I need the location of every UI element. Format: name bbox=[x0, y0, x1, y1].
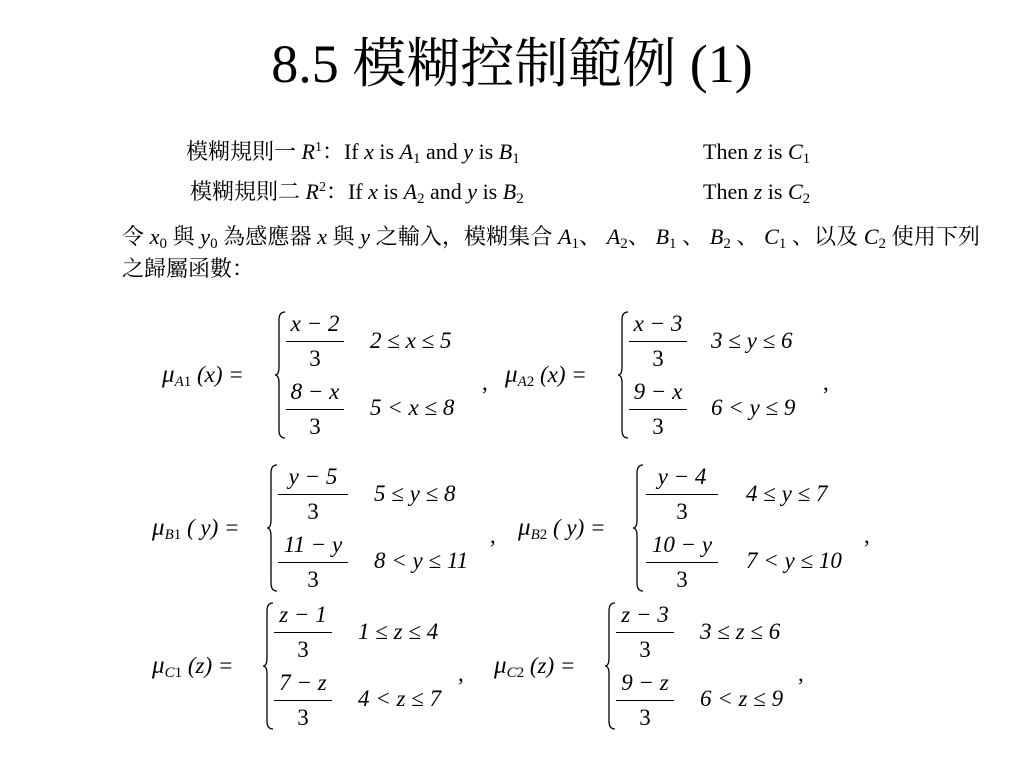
rule-index: 2 bbox=[318, 180, 326, 195]
condition-1: 3 ≤ y ≤ 6 bbox=[711, 328, 793, 353]
description-paragraph bbox=[122, 221, 980, 285]
and-word: and bbox=[420, 139, 464, 164]
mu-symbol: μ bbox=[152, 514, 165, 541]
comma: , bbox=[458, 661, 464, 686]
denominator: 3 bbox=[676, 499, 688, 524]
mf-lhs bbox=[152, 651, 233, 681]
set-c2: C bbox=[863, 224, 879, 249]
left-brace-icon bbox=[617, 310, 629, 440]
condition-2: 7 < y ≤ 10 bbox=[746, 548, 842, 573]
condition-1: 4 ≤ y ≤ 7 bbox=[746, 481, 828, 506]
membership-function-a1 bbox=[162, 310, 492, 440]
set-index: 2 bbox=[539, 527, 548, 543]
set-b2: B bbox=[709, 224, 724, 249]
denominator: 3 bbox=[297, 637, 309, 662]
separator: 、 bbox=[730, 224, 765, 249]
set-c-sub: 1 bbox=[802, 151, 811, 167]
comma: , bbox=[490, 523, 496, 548]
sub: 2 bbox=[723, 236, 731, 252]
fuzzy-rule-2 bbox=[190, 177, 524, 207]
var-x: x bbox=[364, 139, 374, 164]
left-brace-icon bbox=[262, 601, 274, 731]
numerator: 7 − z bbox=[279, 670, 327, 695]
mf-lhs bbox=[505, 360, 587, 390]
rule-index: 1 bbox=[314, 140, 322, 155]
set-name: B bbox=[530, 527, 540, 543]
denominator: 3 bbox=[652, 414, 664, 439]
mf-lhs bbox=[518, 513, 606, 543]
mf-argument: (x) = bbox=[196, 362, 244, 387]
denominator: 3 bbox=[639, 705, 651, 730]
text: 、以及 bbox=[786, 224, 864, 249]
fraction-bar bbox=[286, 409, 344, 410]
left-brace-icon bbox=[266, 463, 278, 593]
is-word: is bbox=[477, 179, 503, 204]
mu-symbol: μ bbox=[152, 652, 165, 679]
text: 令 bbox=[122, 224, 150, 249]
mu-symbol: μ bbox=[505, 361, 518, 388]
mu-symbol: μ bbox=[518, 514, 531, 541]
var-y0: y bbox=[200, 224, 211, 249]
set-index: 2 bbox=[526, 374, 535, 390]
numerator: 9 − x bbox=[633, 379, 683, 404]
fuzzy-rule-1 bbox=[186, 137, 520, 167]
separator: 、 bbox=[676, 224, 710, 249]
condition-1: 2 ≤ x ≤ 5 bbox=[370, 328, 452, 353]
numerator: x − 3 bbox=[633, 311, 683, 336]
condition-1: 1 ≤ z ≤ 4 bbox=[358, 619, 439, 644]
set-a: A bbox=[403, 179, 418, 204]
sub: 2 bbox=[620, 236, 628, 252]
text: 與 bbox=[326, 224, 361, 249]
left-brace-icon bbox=[604, 601, 616, 731]
then-keyword: Then bbox=[703, 139, 754, 164]
fraction-bar bbox=[274, 700, 332, 701]
text: 為感應器 bbox=[217, 224, 318, 249]
fraction-bar bbox=[278, 494, 348, 495]
var-y: y bbox=[360, 224, 371, 249]
numerator: 10 − y bbox=[651, 532, 713, 557]
numerator: 11 − y bbox=[283, 532, 343, 557]
numerator: x − 2 bbox=[290, 311, 340, 336]
fraction-1 bbox=[286, 310, 344, 373]
set-index: 2 bbox=[516, 665, 525, 681]
var-x: x bbox=[368, 179, 378, 204]
fraction-bar bbox=[286, 341, 344, 342]
set-index: 1 bbox=[173, 527, 182, 543]
fraction-bar bbox=[629, 409, 687, 410]
set-name: C bbox=[164, 665, 175, 681]
set-a1: A bbox=[558, 224, 572, 249]
condition-1: 5 ≤ y ≤ 8 bbox=[374, 481, 456, 506]
set-a2: A bbox=[606, 224, 621, 249]
set-b: B bbox=[498, 139, 513, 164]
separator: 、 bbox=[627, 224, 656, 249]
rule-prefix: 模糊規則一 bbox=[186, 139, 302, 164]
fraction-1 bbox=[278, 463, 348, 526]
fraction-2 bbox=[616, 669, 674, 732]
numerator: y − 4 bbox=[657, 464, 707, 489]
denominator: 3 bbox=[639, 637, 651, 662]
condition-2: 6 < z ≤ 9 bbox=[700, 686, 784, 711]
fraction-1 bbox=[616, 601, 674, 664]
mu-symbol: μ bbox=[494, 652, 507, 679]
set-c1: C bbox=[764, 224, 779, 249]
comma: , bbox=[798, 661, 804, 686]
numerator: 9 − z bbox=[621, 670, 669, 695]
is-word: is bbox=[473, 139, 499, 164]
set-index: 1 bbox=[183, 374, 192, 390]
var-y: y bbox=[463, 139, 474, 164]
then-keyword: Then bbox=[703, 179, 754, 204]
rule-1-consequent bbox=[703, 137, 810, 167]
fraction-1 bbox=[274, 601, 332, 664]
set-c: C bbox=[787, 179, 803, 204]
fraction-bar bbox=[274, 632, 332, 633]
set-name: A bbox=[517, 374, 527, 390]
membership-function-c2 bbox=[494, 601, 824, 731]
denominator: 3 bbox=[297, 705, 309, 730]
denominator: 3 bbox=[307, 567, 319, 592]
rule-prefix: 模糊規則二 bbox=[190, 179, 306, 204]
set-a: A bbox=[399, 139, 414, 164]
condition-2: 8 < y ≤ 11 bbox=[374, 548, 469, 573]
if-keyword: ：If bbox=[325, 179, 369, 204]
membership-function-b2 bbox=[518, 463, 878, 593]
fraction-2 bbox=[278, 531, 348, 594]
page-title: 8.5 模糊控制範例 (1) bbox=[271, 34, 753, 94]
fraction-2 bbox=[286, 378, 344, 441]
is-word: is bbox=[762, 179, 788, 204]
mf-argument: (x) = bbox=[539, 362, 587, 387]
comma: , bbox=[864, 523, 870, 548]
numerator: 8 − x bbox=[290, 379, 340, 404]
denominator: 3 bbox=[652, 346, 664, 371]
rule-symbol: R bbox=[305, 179, 319, 204]
membership-function-b1 bbox=[152, 463, 502, 593]
condition-2: 5 < x ≤ 8 bbox=[370, 395, 455, 420]
set-b: B bbox=[502, 179, 517, 204]
mf-lhs bbox=[494, 651, 575, 681]
sub: 2 bbox=[878, 236, 887, 252]
mf-argument: (z) = bbox=[529, 653, 576, 678]
var-z: z bbox=[753, 139, 763, 164]
fraction-1 bbox=[646, 463, 718, 526]
membership-function-c1 bbox=[152, 601, 482, 731]
fraction-1 bbox=[629, 310, 687, 373]
mf-lhs bbox=[152, 513, 240, 543]
is-word: is bbox=[762, 139, 788, 164]
separator: 、 bbox=[579, 224, 607, 249]
numerator: z − 3 bbox=[621, 602, 669, 627]
is-word: is bbox=[373, 139, 400, 164]
numerator: y − 5 bbox=[288, 464, 338, 489]
fraction-bar bbox=[616, 700, 674, 701]
condition-1: 3 ≤ z ≤ 6 bbox=[700, 619, 781, 644]
membership-function-a2 bbox=[505, 310, 835, 440]
fraction-2 bbox=[274, 669, 332, 732]
fraction-2 bbox=[629, 378, 687, 441]
var-x0: x bbox=[149, 224, 160, 249]
denominator: 3 bbox=[309, 414, 321, 439]
rule-2-consequent bbox=[703, 177, 810, 207]
set-name: B bbox=[164, 527, 174, 543]
denominator: 3 bbox=[307, 499, 319, 524]
condition-2: 6 < y ≤ 9 bbox=[711, 395, 796, 420]
sub: 0 bbox=[210, 236, 218, 252]
set-a-sub: 1 bbox=[413, 151, 421, 167]
set-b1: B bbox=[655, 224, 670, 249]
mf-lhs bbox=[162, 360, 244, 390]
set-b-sub: 1 bbox=[512, 151, 520, 167]
var-y: y bbox=[467, 179, 478, 204]
var-x: x bbox=[317, 224, 327, 249]
fraction-bar bbox=[278, 562, 348, 563]
fraction-2 bbox=[646, 531, 718, 594]
set-a-sub: 2 bbox=[417, 191, 425, 207]
condition-2: 4 < z ≤ 7 bbox=[358, 686, 442, 711]
sub: 1 bbox=[669, 236, 677, 252]
set-name: C bbox=[506, 665, 517, 681]
text: 之輸入，模糊集合 bbox=[370, 224, 559, 249]
fraction-bar bbox=[646, 494, 718, 495]
sub: 1 bbox=[778, 236, 787, 252]
fraction-bar bbox=[616, 632, 674, 633]
set-c: C bbox=[787, 139, 803, 164]
mf-argument: ( y) = bbox=[186, 515, 240, 540]
sub: 1 bbox=[571, 236, 580, 252]
fraction-bar bbox=[646, 562, 718, 563]
mu-symbol: μ bbox=[162, 361, 175, 388]
denominator: 3 bbox=[309, 346, 321, 371]
rule-symbol: R bbox=[301, 139, 315, 164]
set-name: A bbox=[174, 374, 184, 390]
and-word: and bbox=[424, 179, 468, 204]
numerator: z − 1 bbox=[279, 602, 327, 627]
left-brace-icon bbox=[632, 463, 644, 593]
set-index: 1 bbox=[174, 665, 183, 681]
set-b-sub: 2 bbox=[516, 191, 524, 207]
left-brace-icon bbox=[274, 310, 286, 440]
denominator: 3 bbox=[676, 567, 688, 592]
text: 使用下列之歸屬函數： bbox=[122, 224, 980, 281]
mf-argument: (z) = bbox=[187, 653, 234, 678]
set-c-sub: 2 bbox=[802, 191, 811, 207]
text: 與 bbox=[166, 224, 201, 249]
is-word: is bbox=[377, 179, 404, 204]
comma: , bbox=[482, 370, 488, 395]
mf-argument: ( y) = bbox=[552, 515, 606, 540]
fraction-bar bbox=[629, 341, 687, 342]
sub: 0 bbox=[159, 236, 167, 252]
if-keyword: ：If bbox=[321, 139, 365, 164]
var-z: z bbox=[753, 179, 763, 204]
comma: , bbox=[823, 370, 829, 395]
